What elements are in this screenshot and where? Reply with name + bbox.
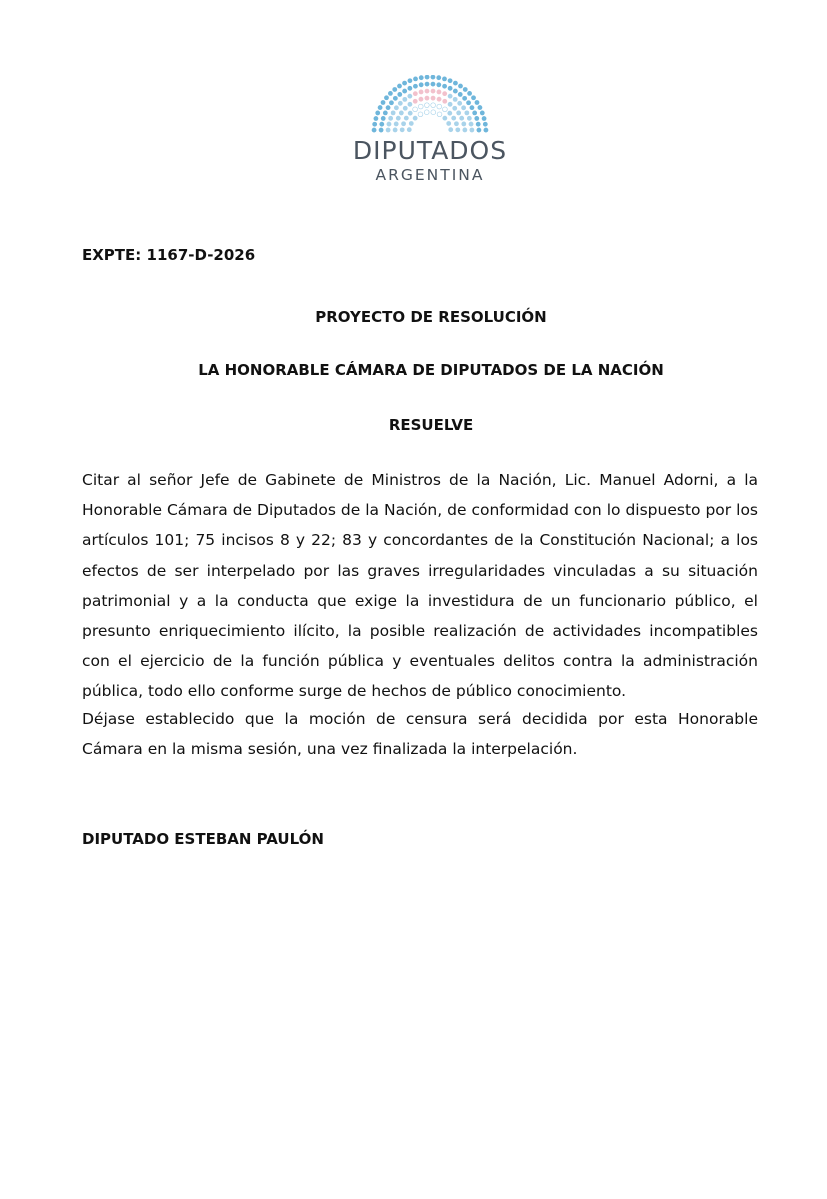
logo-dot xyxy=(448,127,453,132)
chamber-heading: LA HONORABLE CÁMARA DE DIPUTADOS DE LA NACIÓN xyxy=(198,361,664,379)
logo-dot xyxy=(394,105,399,110)
logo-dot xyxy=(467,116,472,121)
logo-dot xyxy=(388,91,393,96)
logo-subtitle: ARGENTINA xyxy=(375,166,485,184)
logo-dot xyxy=(386,105,391,110)
logo-dot xyxy=(409,121,414,126)
logo-dot xyxy=(462,128,467,133)
logo-dot xyxy=(400,127,405,132)
logo-dot xyxy=(393,128,398,133)
logo-dot xyxy=(463,87,468,92)
logo-dot xyxy=(442,84,447,89)
logo-dot xyxy=(448,78,453,83)
logo-dot xyxy=(425,96,430,101)
file-number: EXPTE: 1167-D-2026 xyxy=(82,246,256,264)
logo-dot xyxy=(458,84,463,89)
logo-dot xyxy=(403,106,408,111)
logo-dot xyxy=(413,107,418,112)
logo-dot xyxy=(379,122,384,127)
logo-dot xyxy=(398,101,403,106)
logo-dot xyxy=(442,77,447,82)
logo-dot xyxy=(393,96,398,101)
logo-dot xyxy=(397,84,402,89)
logo-dot xyxy=(408,111,413,116)
diputados-logo xyxy=(330,75,530,185)
logo-dot xyxy=(425,89,430,94)
logo-dot xyxy=(431,96,436,101)
logo-dot xyxy=(419,97,424,102)
logo-dot xyxy=(381,100,386,105)
logo-dot xyxy=(418,104,423,109)
logo-dot xyxy=(464,110,469,115)
logo-dot xyxy=(387,122,392,127)
logo-dot xyxy=(466,100,471,105)
logo-dot xyxy=(443,107,448,112)
logo-dot xyxy=(408,102,413,107)
logo-dot xyxy=(442,91,447,96)
logo-dot xyxy=(474,116,479,121)
logo-dot xyxy=(372,128,377,133)
logo-dot xyxy=(448,102,453,107)
logo-dot xyxy=(388,116,393,121)
logo-dot xyxy=(396,116,401,121)
logo-dot xyxy=(424,110,429,115)
logo-dot xyxy=(448,86,453,91)
logo-dot xyxy=(469,122,474,127)
logo-dot xyxy=(461,122,466,127)
resolves-heading: RESUELVE xyxy=(388,416,474,434)
logo-dot xyxy=(425,75,430,79)
logo-dot xyxy=(436,82,441,87)
logo-dot xyxy=(402,81,407,86)
logo-dot xyxy=(452,106,457,111)
logo-dot xyxy=(404,116,409,121)
logo-dot xyxy=(407,127,412,132)
logo-dot xyxy=(389,100,394,105)
logo-dot xyxy=(413,84,418,89)
logo-dot xyxy=(419,82,424,87)
logo-dot xyxy=(408,78,413,83)
logo-dot xyxy=(437,97,442,102)
logo-dot xyxy=(442,116,447,121)
resolution-paragraph-2: Déjase establecido que la moción de censura será decidida por esta Honorable Cámara en la misma sesión, una vez finalizada la interpelación. xyxy=(82,710,758,759)
logo-dot xyxy=(384,95,389,100)
logo-dot xyxy=(456,111,461,116)
logo-dot xyxy=(446,121,451,126)
logo-dot xyxy=(431,82,436,87)
logo-dot xyxy=(386,128,391,133)
logo-dot xyxy=(424,103,429,108)
logo-dot xyxy=(478,105,483,110)
logo-dot xyxy=(448,94,453,99)
logo-dot xyxy=(462,96,467,101)
signature: DIPUTADO ESTEBAN PAULÓN xyxy=(82,830,324,848)
logo-dot xyxy=(431,75,436,79)
logo-dot xyxy=(431,103,436,108)
logo-dot xyxy=(482,116,487,121)
logo-dot xyxy=(457,101,462,106)
logo-dot xyxy=(372,122,377,127)
chamber-arc-icon xyxy=(355,75,505,135)
logo-dot xyxy=(399,111,404,116)
logo-dot xyxy=(472,110,477,115)
logo-dot xyxy=(461,105,466,110)
logo-dot xyxy=(453,89,458,94)
logo-dot xyxy=(442,99,447,104)
logo-dot xyxy=(469,128,474,133)
logo-dot xyxy=(418,112,423,117)
logo-dot xyxy=(407,86,412,91)
logo-dot xyxy=(379,128,384,133)
logo-dot xyxy=(455,127,460,132)
logo-dot xyxy=(425,82,430,87)
logo-dot xyxy=(453,81,458,86)
logo-dot xyxy=(431,110,436,115)
logo-dot xyxy=(467,91,472,96)
logo-dot xyxy=(475,100,480,105)
logo-dot xyxy=(454,121,459,126)
logo-dot xyxy=(397,92,402,97)
logo-title: DIPUTADOS xyxy=(352,136,508,165)
logo-dot xyxy=(413,77,418,82)
logo-dot xyxy=(391,110,396,115)
logo-dot xyxy=(477,128,482,133)
logo-dot xyxy=(392,87,397,92)
logo-dot xyxy=(459,116,464,121)
logo-dot xyxy=(413,91,418,96)
logo-dot xyxy=(419,90,424,95)
document-title: PROYECTO DE RESOLUCIÓN xyxy=(315,308,547,326)
logo-dot xyxy=(437,112,442,117)
logo-dot xyxy=(402,89,407,94)
logo-dot xyxy=(431,89,436,94)
logo-dot xyxy=(470,105,475,110)
logo-dot xyxy=(407,94,412,99)
logo-dot xyxy=(394,122,399,127)
logo-dot xyxy=(471,95,476,100)
logo-dot xyxy=(437,90,442,95)
logo-dot xyxy=(413,99,418,104)
logo-dot xyxy=(484,128,489,133)
logo-dot xyxy=(436,75,441,80)
logo-dot xyxy=(402,97,407,102)
logo-dot xyxy=(383,110,388,115)
resolution-paragraph-1: Citar al señor Jefe de Gabinete de Ministros de la Nación, Lic. Manuel Adorni, a la Honorable Cámara de Diputados de la Nación, de conformidad con lo dispuesto por los artículos 101; 75 incisos 8 y 22; 83 y concordantes de la Constitución Nacional; a los efectos de ser interpelado por las graves irregularidades vinculadas a su situación patrimonial y a la conducta que exige la investidura de un funcionario público, el presunto enriquecimiento ilícito, la posible realización de actividades incompatibles con el ejercicio de la función pública y eventuales delitos contra la administración pública, todo ello conforme surge de hechos de público conocimiento. xyxy=(82,471,758,701)
logo-dot xyxy=(381,116,386,121)
logo-dot xyxy=(451,116,456,121)
logo-dot xyxy=(458,92,463,97)
logo-dot xyxy=(483,122,488,127)
logo-dot xyxy=(374,116,379,121)
logo-dot xyxy=(437,104,442,109)
logo-dot xyxy=(419,75,424,80)
logo-dot xyxy=(378,105,383,110)
logo-dot xyxy=(453,97,458,102)
logo-dot xyxy=(447,111,452,116)
logo-dot xyxy=(413,116,418,121)
logo-dot xyxy=(375,111,380,116)
logo-dot xyxy=(480,111,485,116)
logo-dot xyxy=(401,121,406,126)
logo-dot xyxy=(476,122,481,127)
